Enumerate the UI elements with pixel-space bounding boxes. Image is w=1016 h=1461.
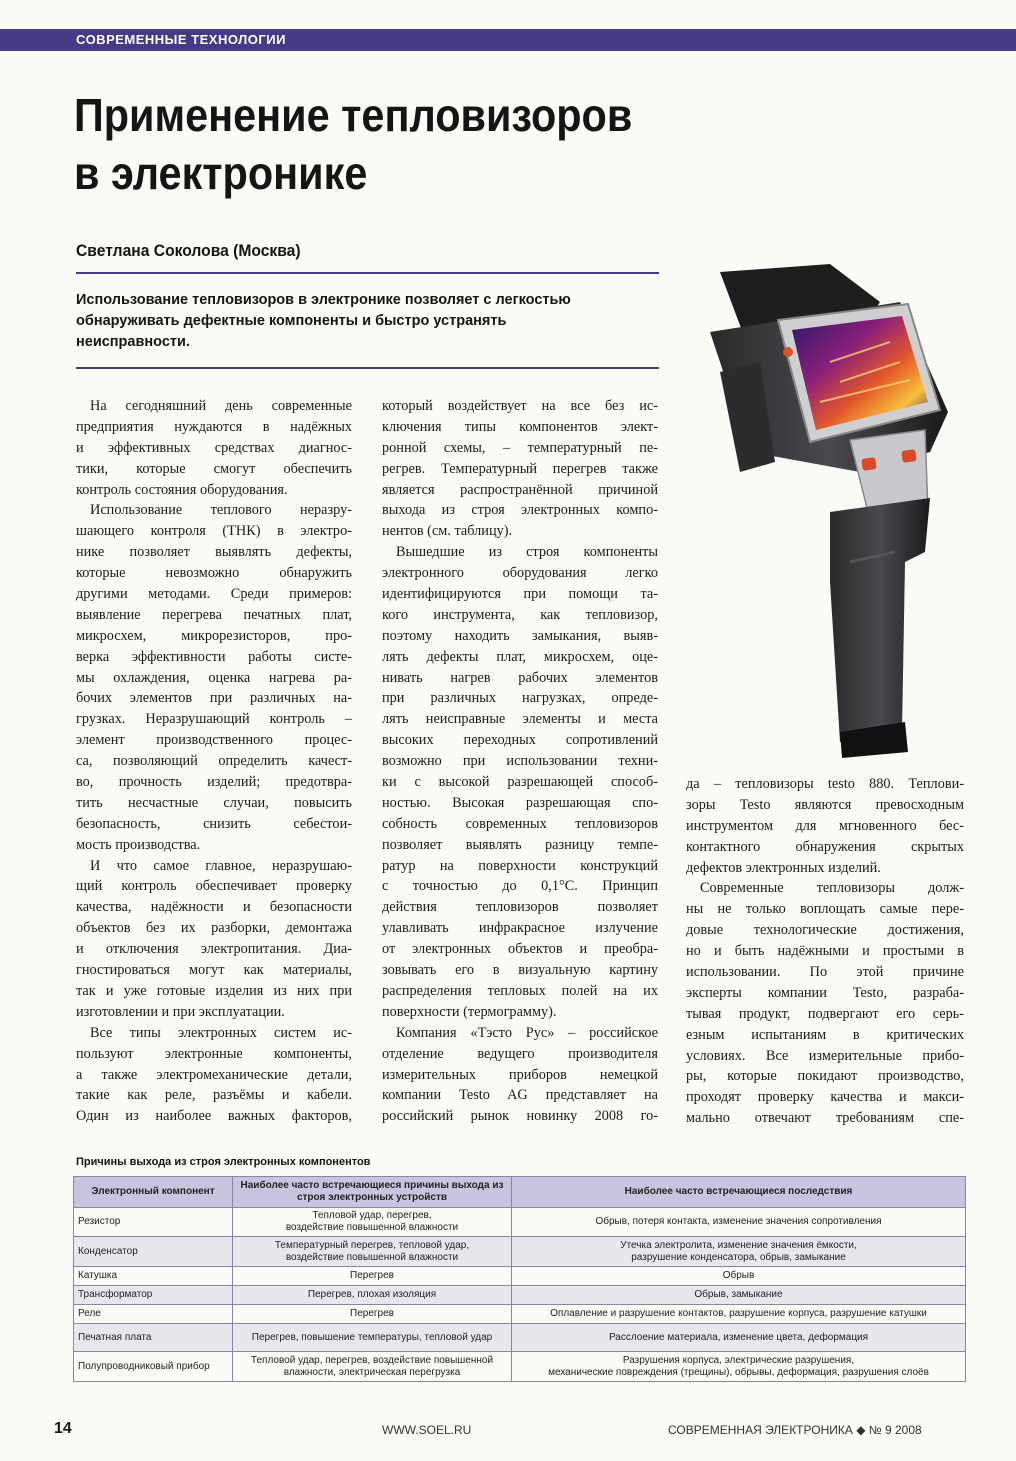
text-line: зовывать его в визуальную картину xyxy=(382,962,658,979)
text-line: проходят проверку качества и макси- xyxy=(686,1089,964,1106)
text-line: ностью. Высокая разрешающая спо- xyxy=(382,794,658,811)
text-line: во, прочность изделий; предотвра- xyxy=(76,774,352,791)
cell-causes: Температурный перегрев, тепловой удар, воздействие повышенной влажности xyxy=(233,1237,512,1267)
text-line: элемент производственного процес- xyxy=(76,732,352,749)
text-line: верка эффективности работы систе- xyxy=(76,648,352,665)
text-line: собность современных тепловизоров xyxy=(382,815,658,832)
text-line: использовании. По этой причине xyxy=(686,964,964,981)
page-number: 14 xyxy=(54,1420,72,1437)
text-line: микросхем, микрорезисторов, про- xyxy=(76,627,352,644)
text-line: лять неисправные элементы и места xyxy=(382,711,658,728)
cell-consequences: Оплавление и разрушение контактов, разрушение корпуса, разрушение катушки xyxy=(512,1305,966,1324)
text-line: ры, которые покидают производство, xyxy=(686,1068,964,1085)
text-line: ратур на поверхности конструкций xyxy=(382,857,658,874)
header-causes: Наиболее часто встречающиеся причины выхода из строя электронных устройств xyxy=(233,1177,512,1208)
cell-consequences: Расслоение материала, изменение цвета, деформация xyxy=(512,1324,966,1352)
text-line: довые технологические достижения, xyxy=(686,922,964,939)
cell-causes: Тепловой удар, перегрев, воздействие повышенной влажности xyxy=(233,1208,512,1237)
text-line: контроль состояния оборудования. xyxy=(76,481,288,498)
text-line: другими методами. Среди примеров: xyxy=(76,586,352,603)
text-line: так и уже готовые изделия из них при xyxy=(76,982,352,999)
cell-consequences: Разрушения корпуса, электрические разрушения, механические повреждения (трещины), обрывы, деформация, разрушения слоёв xyxy=(512,1352,966,1382)
text-line: с точностью до 0,1°С. Принцип xyxy=(382,878,658,895)
author: Светлана Соколова (Москва) xyxy=(76,241,301,260)
text-column-3 xyxy=(686,774,964,1129)
text-line: нике позволяет выявлять дефекты, xyxy=(76,544,352,561)
cell-component: Катушка xyxy=(74,1267,233,1286)
text-line: российский рынок новинку 2008 го- xyxy=(382,1108,658,1125)
text-line: электронного оборудования легко xyxy=(382,565,658,582)
text-line: поэтому находить замыкания, выяв- xyxy=(382,627,658,644)
thermal-camera-photo xyxy=(690,262,970,762)
text-line: инструментом для мгновенного бес- xyxy=(686,817,964,834)
cell-component: Трансформатор xyxy=(74,1286,233,1305)
cell-causes: Перегрев xyxy=(233,1267,512,1286)
text-line: ны не только воплощать самые пере- xyxy=(686,901,964,918)
footer-magazine: СОВРЕМЕННАЯ ЭЛЕКТРОНИКА ◆ № 9 2008 xyxy=(668,1423,922,1437)
text-line: мость производства. xyxy=(76,836,201,853)
text-line: идентифицируются при помощи та- xyxy=(382,586,658,603)
cell-causes: Перегрев xyxy=(233,1305,512,1324)
text-line: компании Testo AG представляет на xyxy=(382,1087,658,1104)
text-line: является распространённой причиной xyxy=(382,481,658,498)
cell-consequences: Обрыв xyxy=(512,1267,966,1286)
table-header-row xyxy=(74,1177,966,1208)
table-row xyxy=(74,1237,966,1267)
text-line: контактного обнаружения скрытых xyxy=(686,838,964,855)
table-row xyxy=(74,1324,966,1352)
text-line: Все типы электронных систем ис- xyxy=(90,1024,352,1041)
cell-consequences: Обрыв, замыкание xyxy=(512,1286,966,1305)
text-line: высоких переходных сопротивлений xyxy=(382,732,658,749)
footer-url: WWW.SOEL.RU xyxy=(382,1423,472,1437)
text-line: мально отвечают требованиям спе- xyxy=(686,1110,964,1127)
lead-line: Использование тепловизоров в электронике позволяет с легкостью xyxy=(76,292,571,308)
text-line: дефектов электронных изделий. xyxy=(686,859,881,876)
text-line: ключения типы компонентов элект- xyxy=(382,418,658,435)
text-line: выявление перегрева печатных плат, xyxy=(76,606,352,623)
cell-consequences: Утечка электролита, изменение значения ёмкости, разрушение конденсатора, обрыв, замыкание xyxy=(512,1237,966,1267)
text-line: которые невозможно обнаружить xyxy=(76,565,352,582)
text-line: тики, которые смогут обеспечить xyxy=(76,460,352,477)
text-line: ки с высокой разрешающей способ- xyxy=(382,774,658,791)
divider xyxy=(76,272,659,274)
header-component: Электронный компонент xyxy=(74,1177,233,1208)
text-line: который воздействует на все без ис- xyxy=(382,398,658,414)
text-line: действия тепловизоров позволяет xyxy=(382,899,658,916)
text-line: возможно при использовании техни- xyxy=(382,753,658,770)
text-line: Компания «Тэсто Рус» – российское xyxy=(396,1024,658,1041)
text-line: тить несчастные случаи, повысить xyxy=(76,794,352,811)
text-line: позволяет выявлять разницу темпе- xyxy=(382,836,658,853)
text-column-2 xyxy=(382,396,658,1127)
text-column-1 xyxy=(76,396,352,1127)
text-line: и эффективных средствах диагнос- xyxy=(76,439,352,456)
text-line: На сегодняшний день современные xyxy=(90,398,352,414)
text-line: лять дефекты плат, микросхем, оце- xyxy=(382,648,658,665)
cell-component: Реле xyxy=(74,1305,233,1324)
text-line: мы охлаждения, оценка нагрева ра- xyxy=(76,669,352,686)
lead-line: неисправности. xyxy=(76,334,190,350)
text-line: тывая продукт, подвергают его серь- xyxy=(686,1005,964,1022)
text-line: условиях. Все измерительные прибо- xyxy=(686,1047,964,1064)
text-line: ронной схемы, – температурный пе- xyxy=(382,439,658,456)
table-title: Причины выхода из строя электронных компонентов xyxy=(76,1156,371,1168)
text-line: кого инструмента, как тепловизор, xyxy=(382,606,658,623)
text-line: при различных нагрузках, опреде- xyxy=(382,690,658,707)
failure-causes-table xyxy=(73,1176,966,1382)
cell-component: Резистор xyxy=(74,1208,233,1237)
text-line: и отключения электропитания. Диа- xyxy=(76,941,352,958)
article-title xyxy=(74,86,650,202)
text-line: И что самое главное, неразрушаю- xyxy=(90,857,352,874)
title-line: Применение тепловизоров xyxy=(74,89,633,141)
text-line: от электронных объектов и преобра- xyxy=(382,941,658,958)
table-row xyxy=(74,1208,966,1237)
text-line: езным испытаниям в критических xyxy=(686,1026,964,1043)
lead-line: обнаруживать дефектные компоненты и быстро устранять xyxy=(76,313,507,329)
text-line: пользуют электронные компоненты, xyxy=(76,1045,352,1062)
text-line: щий контроль обеспечивает проверку xyxy=(76,878,352,895)
text-line: поверхности (термограмму). xyxy=(382,1003,557,1020)
text-line: распределения тепловых полей на их xyxy=(382,982,658,999)
text-line: а также электромеханические детали, xyxy=(76,1066,352,1083)
text-line: улавливать инфракрасное излучение xyxy=(382,920,658,937)
cell-causes: Перегрев, повышение температуры, тепловой удар xyxy=(233,1324,512,1352)
cell-component: Конденсатор xyxy=(74,1237,233,1267)
table-row xyxy=(74,1267,966,1286)
text-line: но и быть надёжными и простыми в xyxy=(686,943,964,960)
text-line: да – тепловизоры testo 880. Теплови- xyxy=(686,776,964,792)
header-consequences: Наиболее часто встречающиеся последствия xyxy=(512,1177,966,1208)
text-line: гностироваться могут как материалы, xyxy=(76,962,352,979)
text-line: Использование теплового неразру- xyxy=(90,502,352,519)
text-line: качества, надёжности и безопасности xyxy=(76,899,352,916)
table-row xyxy=(74,1305,966,1324)
text-line: предприятия нуждаются в надёжных xyxy=(76,418,352,435)
table-row xyxy=(74,1352,966,1382)
divider xyxy=(76,367,659,369)
cell-consequences: Обрыв, потеря контакта, изменение значения сопротивления xyxy=(512,1208,966,1237)
text-line: изготовлении и при эксплуатации. xyxy=(76,1003,285,1020)
text-line: нентов (см. таблицу). xyxy=(382,523,513,540)
text-line: выхода из строя электронных компо- xyxy=(382,502,658,519)
lead-paragraph xyxy=(76,290,666,353)
cell-causes: Перегрев, плохая изоляция xyxy=(233,1286,512,1305)
text-line: зоры Testo являются превосходным xyxy=(686,796,964,813)
text-line: регрев. Температурный перегрев также xyxy=(382,460,658,477)
section-label: СОВРЕМЕННЫЕ ТЕХНОЛОГИИ xyxy=(76,32,286,47)
text-line: измерительных приборов немецкой xyxy=(382,1066,658,1083)
text-line: такие как реле, разъёмы и кабели. xyxy=(76,1087,352,1104)
text-line: са, позволяющий определить качест- xyxy=(76,753,352,770)
title-line: в электронике xyxy=(74,147,368,199)
text-line: эксперты компании Testo, разраба- xyxy=(686,984,964,1001)
cell-component: Полупроводниковый прибор xyxy=(74,1352,233,1382)
text-line: бочих элементов при различных на- xyxy=(76,690,352,707)
table-row xyxy=(74,1286,966,1305)
text-line: шающего контроля (ТНК) в электро- xyxy=(76,523,352,540)
text-line: Один из наиболее важных факторов, xyxy=(76,1108,352,1125)
text-line: безопасность, снизить себестои- xyxy=(76,815,352,832)
cell-component: Печатная плата xyxy=(74,1324,233,1352)
text-line: объектов без их разборки, демонтажа xyxy=(76,920,352,937)
text-line: Современные тепловизоры долж- xyxy=(700,880,964,897)
text-line: нивать нагрев рабочих элементов xyxy=(382,669,658,686)
cell-causes: Тепловой удар, перегрев, воздействие повышенной влажности, электрическая перегрузка xyxy=(233,1352,512,1382)
text-line: отделение ведущего производителя xyxy=(382,1045,658,1062)
text-line: грузках. Неразрушающий контроль – xyxy=(76,711,352,728)
text-line: Вышедшие из строя компоненты xyxy=(396,544,658,561)
